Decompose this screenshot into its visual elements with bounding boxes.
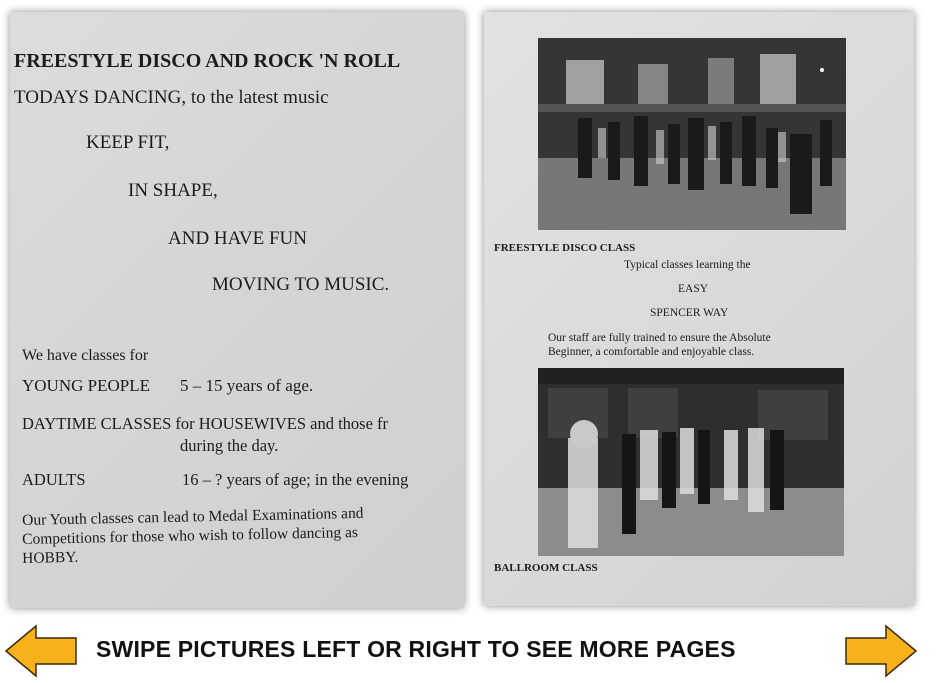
swipe-right-arrow[interactable] [842,624,918,683]
page-heading: FREESTYLE DISCO AND ROCK 'N ROLL [14,50,401,72]
youth-line-3: HOBBY. [22,548,79,567]
in-shape-line: IN SHAPE, [128,180,218,201]
typical-classes-line: Typical classes learning the [624,259,751,271]
young-people-age: 5 – 15 years of age. [180,376,314,395]
disco-class-illustration [538,38,846,230]
right-arrow-icon [842,624,918,678]
moving-line: MOVING TO MUSIC. [212,274,390,295]
swipe-instruction: SWIPE PICTURES LEFT OR RIGHT TO SEE MORE PAGES [96,636,736,662]
classes-intro: We have classes for [22,347,149,364]
ballroom-class-illustration [538,368,844,556]
daytime-line-1: DAYTIME CLASSES for HOUSEWIVES and those fr [22,414,389,433]
adults-age: 16 – ? years of age; in the evening [182,470,409,489]
page-subheading: TODAYS DANCING, to the latest music [14,87,329,108]
daytime-line-2: during the day. [180,436,279,455]
keep-fit-line: KEEP FIT, [86,132,170,153]
disco-class-photo [538,38,846,230]
swipe-left-arrow[interactable] [4,624,80,683]
adults-label: ADULTS [22,470,86,489]
young-people-label: YOUNG PEOPLE [22,376,150,395]
ballroom-class-photo [538,368,844,556]
spencer-way-line: SPENCER WAY [650,307,729,319]
staff-line-2: Beginner, a comfortable and enjoyable class. [548,346,755,358]
disco-class-caption: FREESTYLE DISCO CLASS [494,242,636,254]
easy-line: EASY [678,283,709,295]
brochure-page-left [10,12,464,608]
youth-line-2: Competitions for those who wish to follow dancing as [22,523,359,548]
brochure-page-right [484,12,914,606]
youth-line-1: Our Youth classes can lead to Medal Examinations and [22,504,364,529]
have-fun-line: AND HAVE FUN [168,228,307,249]
staff-line-1: Our staff are fully trained to ensure the Absolute [548,332,771,344]
ballroom-class-caption: BALLROOM CLASS [494,562,598,574]
left-arrow-icon [4,624,80,678]
